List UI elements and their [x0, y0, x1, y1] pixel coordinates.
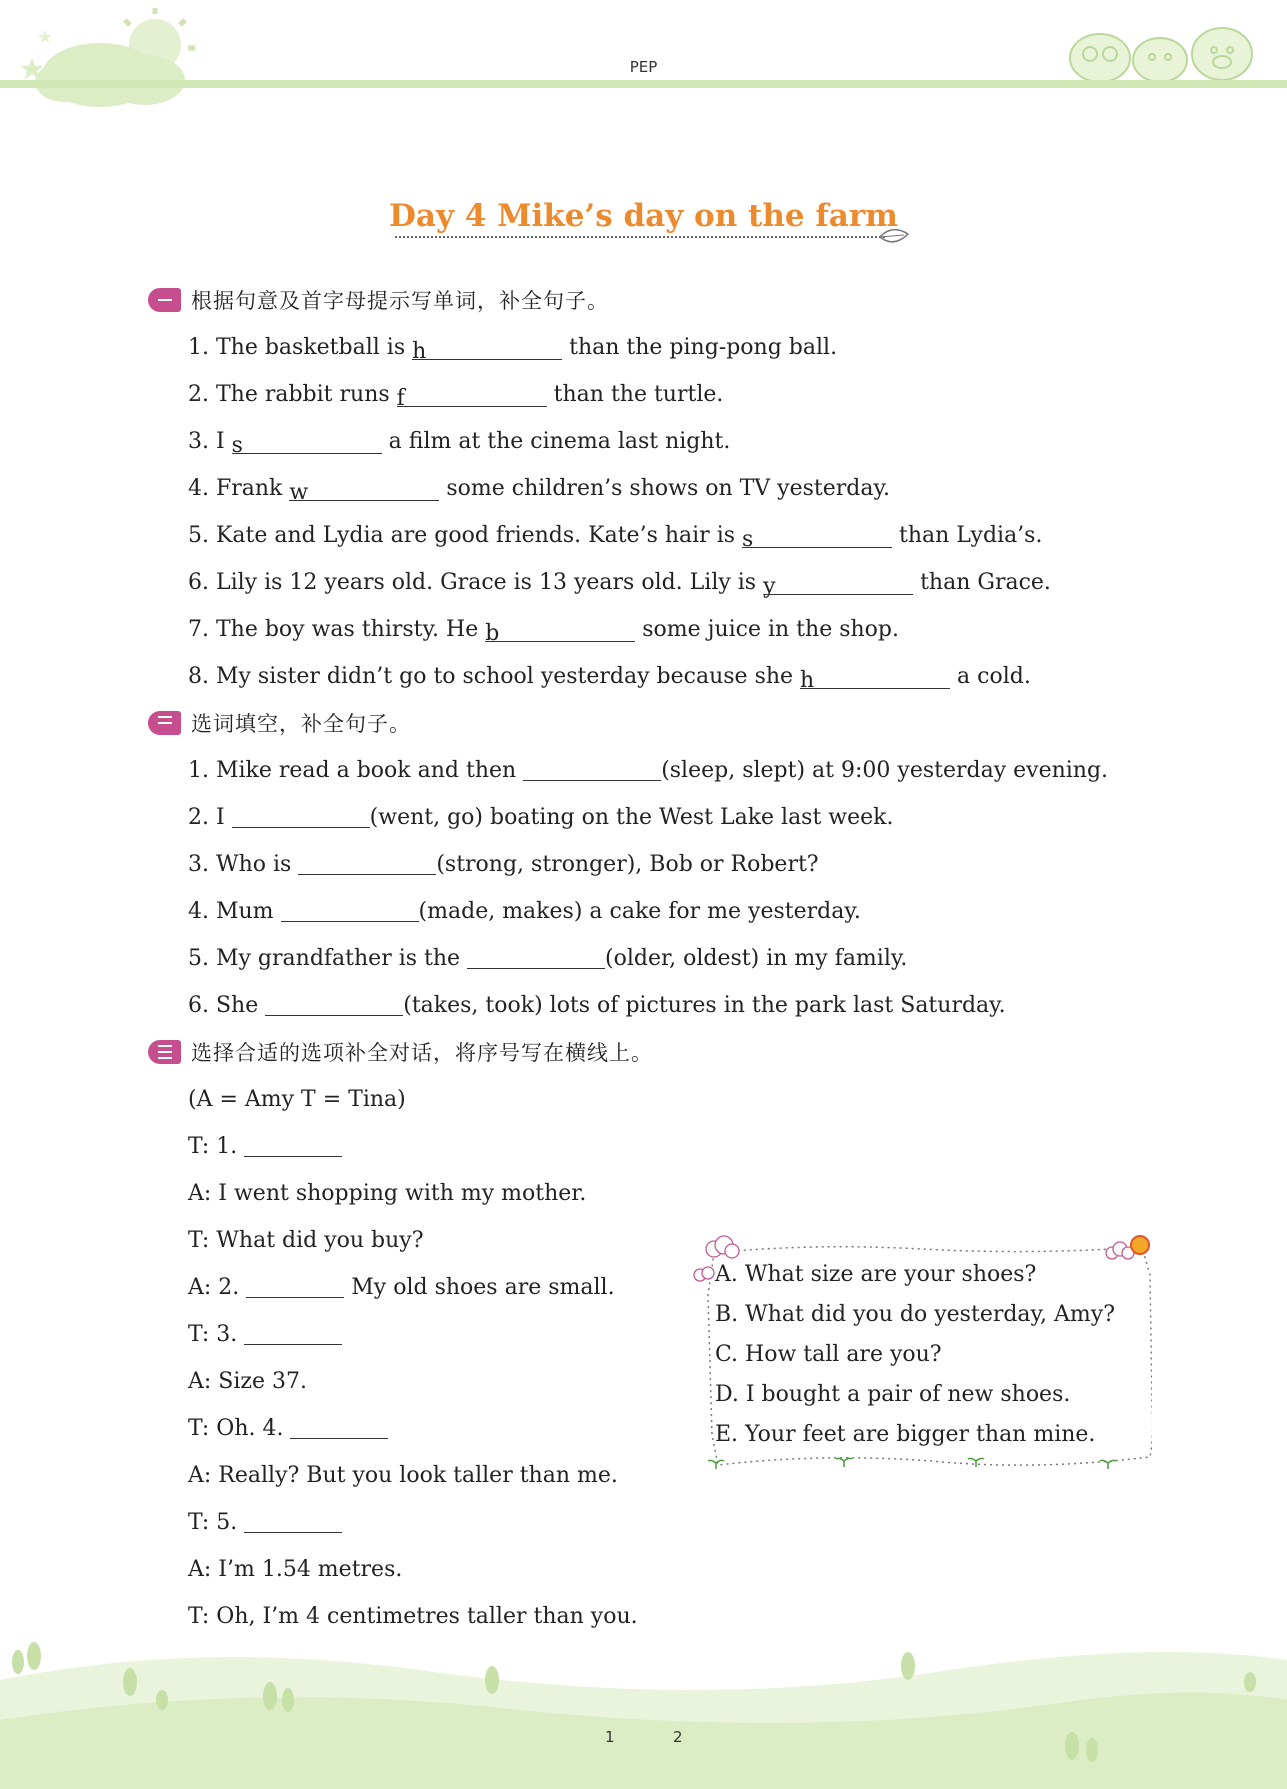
dialogue-line-7: T: Oh. 4. — [188, 1414, 388, 1444]
dialogue-line-5: T: 3. — [188, 1320, 342, 1350]
page-number-right: 2 — [673, 1728, 683, 1746]
s1-item-8: 8. My sister didn’t go to school yesterday because she h a cold. — [188, 664, 1031, 693]
dialogue-line-3: T: What did you buy? — [188, 1228, 424, 1253]
answer-blank[interactable] — [290, 1416, 388, 1439]
page-title: Day 4 Mike’s day on the farm — [389, 198, 898, 234]
option-a: A. What size are your shoes? — [715, 1262, 1037, 1287]
section-1-title: 根据句意及首字母提示写单词，补全句子。 — [191, 289, 609, 313]
answer-blank[interactable] — [232, 805, 370, 828]
answer-blank[interactable]: w — [289, 478, 439, 501]
section-2-badge — [148, 711, 181, 735]
footer-landscape — [0, 1640, 1287, 1789]
s1-item-7: 7. The boy was thirsty. He b some juice in the shop. — [188, 617, 899, 646]
s1-item-5: 5. Kate and Lydia are good friends. Kate’s hair is s than Lydia’s. — [188, 523, 1043, 552]
answer-blank[interactable]: y — [763, 572, 913, 595]
s2-item-2: 2. I (went, go) boating on the West Lake last week. — [188, 805, 894, 830]
answer-blank[interactable] — [281, 899, 419, 922]
s2-item-6: 6. She (takes, took) lots of pictures in the park last Saturday. — [188, 993, 1006, 1018]
answer-blank[interactable] — [265, 993, 403, 1016]
dialogue-line-1: T: 1. — [188, 1132, 342, 1162]
option-d: D. I bought a pair of new shoes. — [715, 1382, 1071, 1407]
answer-blank[interactable]: s — [232, 431, 382, 454]
s1-item-1: 1. The basketball is h than the ping-pong ball. — [188, 335, 838, 364]
sun-icon — [1131, 1236, 1149, 1254]
section-1-badge — [148, 288, 181, 312]
answer-blank[interactable] — [244, 1322, 342, 1345]
title-underline — [395, 236, 885, 238]
s2-item-4: 4. Mum (made, makes) a cake for me yesterday. — [188, 899, 861, 924]
dialogue-line-2: A: I went shopping with my mother. — [188, 1181, 587, 1206]
s2-item-5: 5. My grandfather is the (older, oldest) in my family. — [188, 946, 908, 971]
answer-blank[interactable] — [244, 1134, 342, 1157]
answer-blank[interactable] — [246, 1275, 344, 1298]
dialogue-line-6: A: Size 37. — [188, 1369, 307, 1394]
s2-item-1: 1. Mike read a book and then (sleep, slept) at 9:00 yesterday evening. — [188, 758, 1109, 783]
s2-item-3: 3. Who is (strong, stronger), Bob or Robert? — [188, 852, 819, 877]
s1-item-6: 6. Lily is 12 years old. Grace is 13 years old. Lily is y than Grace. — [188, 570, 1051, 599]
answer-blank[interactable] — [298, 852, 436, 875]
dialogue-line-4: A: 2. My old shoes are small. — [188, 1275, 615, 1300]
s1-item-3: 3. I s a film at the cinema last night. — [188, 429, 731, 458]
leaf-icon — [878, 226, 912, 248]
answer-blank[interactable]: s — [742, 525, 892, 548]
header-label: PEP — [629, 58, 658, 76]
header-rule — [0, 80, 1287, 88]
option-e: E. Your feet are bigger than mine. — [715, 1422, 1096, 1447]
option-c: C. How tall are you? — [715, 1342, 942, 1367]
answer-blank[interactable]: f — [397, 384, 547, 407]
answer-blank[interactable] — [244, 1510, 342, 1533]
answer-blank[interactable]: h — [800, 666, 950, 689]
section-2-heading — [148, 708, 411, 738]
option-b: B. What did you do yesterday, Amy? — [715, 1302, 1116, 1327]
section-3-badge — [148, 1040, 181, 1064]
section-3-heading — [148, 1037, 653, 1067]
section-3-title: 选择合适的选项补全对话，将序号写在横线上。 — [191, 1041, 653, 1065]
dialogue-line-11: T: Oh, I’m 4 centimetres taller than you. — [188, 1604, 638, 1629]
answer-blank[interactable]: h — [412, 337, 562, 360]
dialogue-legend: (A = Amy T = Tina) — [188, 1087, 406, 1112]
section-1-heading — [148, 285, 609, 315]
answer-blank[interactable] — [467, 946, 605, 969]
page-number-left: 1 — [605, 1728, 615, 1746]
dialogue-line-10: A: I’m 1.54 metres. — [188, 1557, 403, 1582]
dialogue-line-8: A: Really? But you look taller than me. — [188, 1463, 618, 1488]
section-2-title: 选词填空，补全句子。 — [191, 712, 411, 736]
answer-blank[interactable]: b — [485, 619, 635, 642]
s1-item-4: 4. Frank w some children’s shows on TV yesterday. — [188, 476, 890, 505]
s1-item-2: 2. The rabbit runs f than the turtle. — [188, 382, 724, 411]
dialogue-line-9: T: 5. — [188, 1508, 342, 1538]
answer-blank[interactable] — [523, 758, 661, 781]
